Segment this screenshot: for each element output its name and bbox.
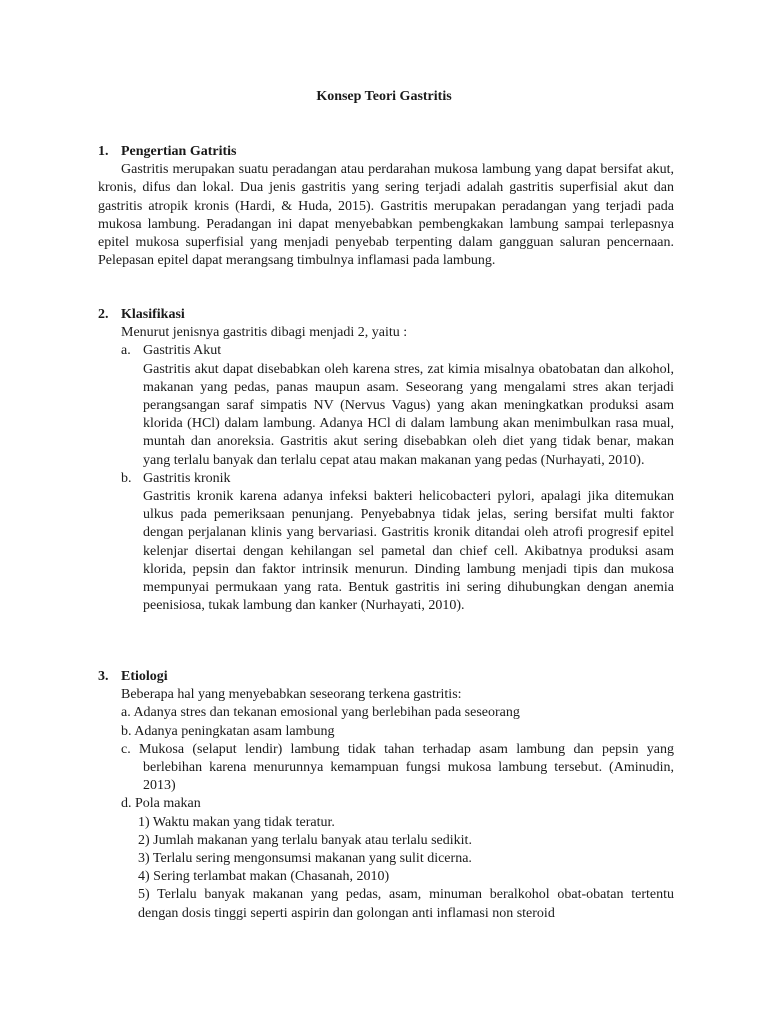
section-heading: [98, 143, 674, 161]
subsection-body: Gastritis kronik karena adanya infeksi bakteri helicobacteri pylori, apalagi jika ditemukan ulkus pada pemeriksaan penunjang. Penyebabnya tidak jelas, sering bersifat multi faktor dengan perjalanan klinis yang bervariasi. Gastritis kronik ditandai oleh atrofi progresif epitel kelenjar disertai dengan kehilangan sel pametal dan chief cell. Akibatnya produksi asam klorida, pepsin dan faktor intrinsik menurun. Dinding lambung menjadi tipis dan mukosa mempunyai permukaan yang rata. Bentuk gastritis ini sering dihubungkan dengan anemia peenisiosa, tukak lambung dan kanker (Nurhayati, 2010).: [143, 489, 674, 614]
section-pengertian: [98, 143, 674, 270]
section-intro: Beberapa hal yang menyebabkan seseorang terkena gastritis:: [121, 687, 462, 703]
section-paragraph: Gastritis merupakan suatu peradangan atau perdarahan mukosa lambung yang dapat bersifat akut, kronis, difus dan lokal. Dua jenis gastritis yang sering terjadi adalah gastritis superfisial akut dan gastritis atropik kronis (Hardi, & Huda, 2015). Gastritis merupakan peradangan yang terjadi pada mukosa lambung. Peradangan ini dapat menyebabkan pembengkakan lambung sampai terlepasnya epitel mukosa superfisial yang menjadi penyebab terpenting dalam gangguan saluran pencernaan. Pelepasan epitel dapat merangsang timbulnya inflamasi pada lambung.: [98, 162, 674, 269]
sub-list-item: 1) Waktu makan yang tidak teratur.: [138, 814, 335, 830]
section-heading: [98, 668, 674, 686]
subsection-label: a.: [121, 343, 131, 359]
section-title: Klasifikasi: [121, 307, 185, 322]
sub-list-item: 5) Terlalu banyak makanan yang pedas, asam, minuman beralkohol obat-obatan tertentu dengan dosis tinggi seperti aspirin dan golongan anti inflamasi non steroid: [138, 887, 674, 921]
section-title: Etiologi: [121, 669, 168, 684]
sub-list-item: 4) Sering terlambat makan (Chasanah, 2010): [138, 869, 390, 885]
list-item: a. Adanya stres dan tekanan emosional yang berlebihan pada seseorang: [121, 705, 520, 721]
subsection-label: b.: [121, 470, 132, 486]
document-title: Konsep Teori Gastritis: [316, 89, 452, 104]
section-etiologi: [98, 668, 674, 923]
section-number: 2.: [98, 307, 109, 322]
section-klasifikasi: [98, 306, 674, 615]
section-intro: Menurut jenisnya gastritis dibagi menjadi 2, yaitu :: [121, 325, 408, 341]
section-heading: [98, 306, 674, 324]
section-number: 3.: [98, 669, 109, 684]
list-item: d. Pola makan: [121, 796, 201, 812]
subsection-title: Gastritis kronik: [143, 470, 231, 486]
subsection-heading: [121, 470, 674, 488]
list-item: c. Mukosa (selaput lendir) lambung tidak tahan terhadap asam lambung dan pepsin yang berlebihan karena menurunnya kemampuan fungsi mukosa lambung tersebut. (Aminudin, 2013): [121, 741, 674, 794]
sub-list-item: 3) Terlalu sering mengonsumsi makanan yang sulit dicerna.: [138, 851, 472, 867]
subsection-heading: [121, 342, 674, 360]
section-number: 1.: [98, 144, 109, 159]
sub-list-item: 2) Jumlah makanan yang terlalu banyak atau terlalu sedikit.: [138, 832, 472, 848]
list-item: b. Adanya peningkatan asam lambung: [121, 723, 335, 739]
subsection-body: Gastritis akut dapat disebabkan oleh karena stres, zat kimia misalnya obatobatan dan alkohol, makanan yang pedas, panas maupun asam. Seseorang yang mengalami stres akan terjadi perangsangan saraf simpatis NV (Nervus Vagus) yang akan meningkatkan produksi asam klorida (HCl) dalam lambung. Adanya HCl di dalam lambung akan menimbulkan rasa mual, muntah dan anoreksia. Gastritis akut sering disebabkan oleh diet yang tidak benar, makan yang terlalu banyak dan terlalu cepat atau makan makanan yang pedas (Nurhayati, 2010).: [143, 361, 674, 468]
subsection-title: Gastritis Akut: [143, 343, 222, 359]
section-title: Pengertian Gatritis: [121, 144, 237, 159]
